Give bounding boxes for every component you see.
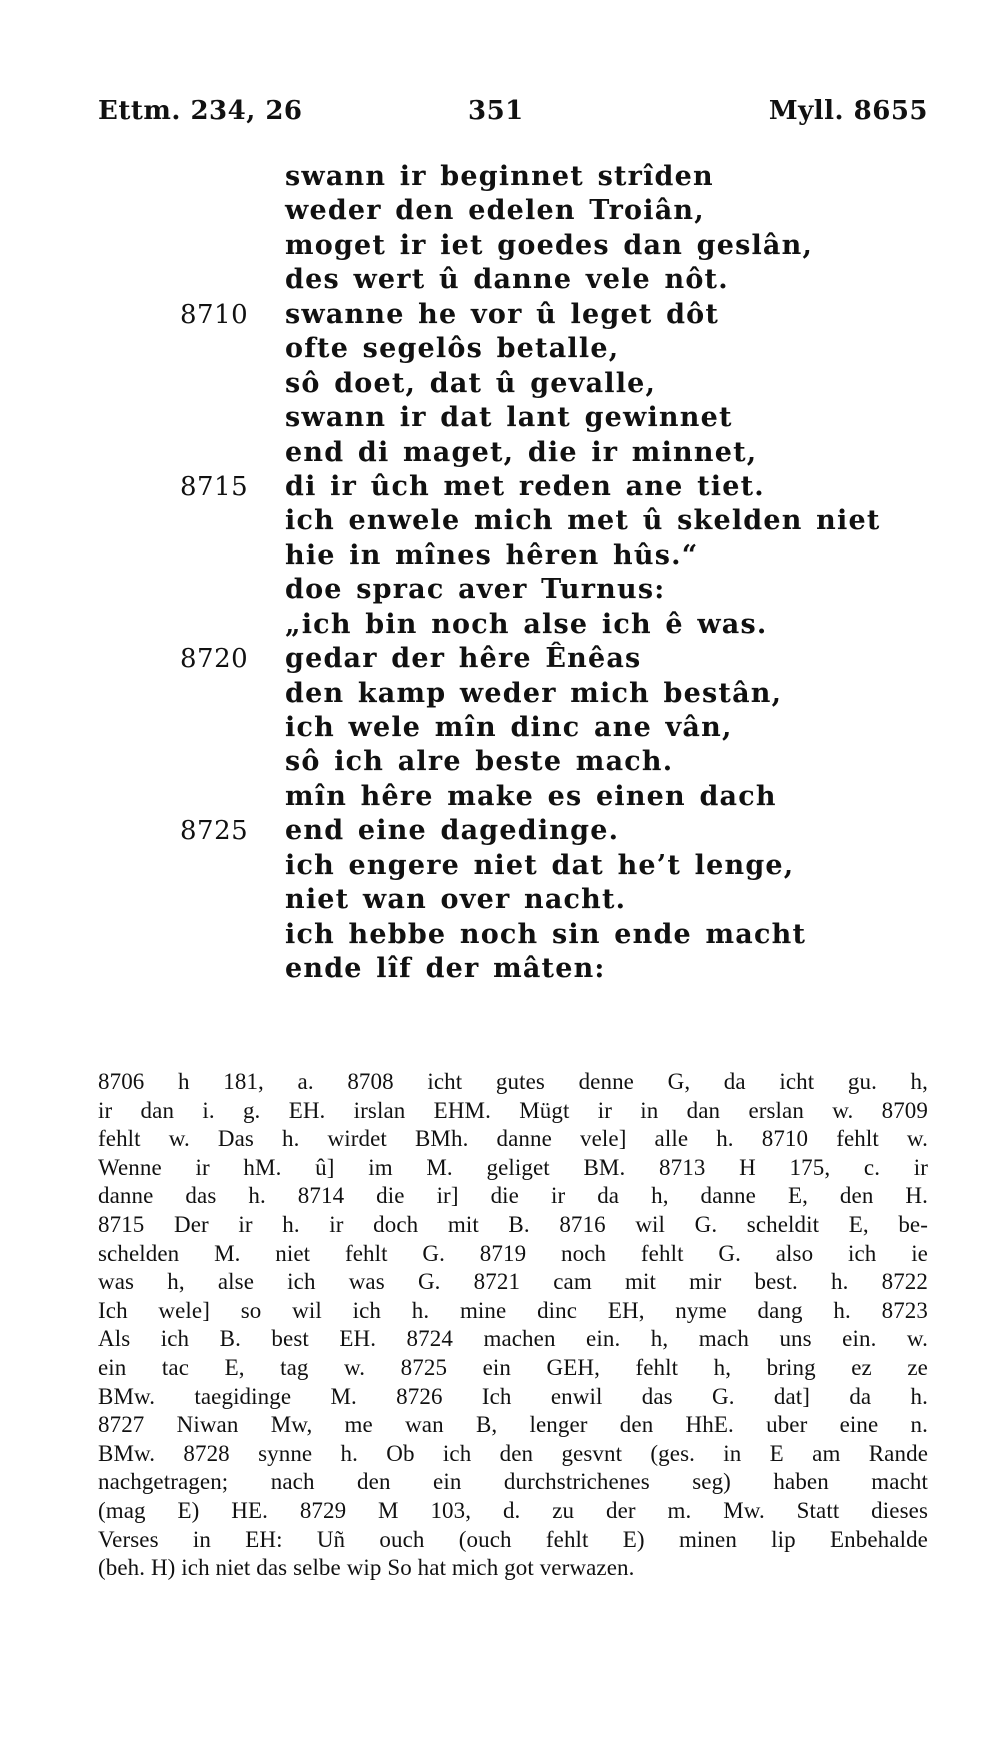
verse-text: ich enwele mich met û skelden niet <box>285 505 881 537</box>
verse-text: swann ir dat lant gewinnet <box>285 402 733 434</box>
verse-line <box>0 401 1000 435</box>
verse-line <box>0 780 1000 814</box>
header-left-reference: Ettm. 234, 26 <box>98 96 303 126</box>
footnotes-apparatus <box>98 1068 928 1583</box>
verse-text: gedar der hêre Ênêas <box>285 643 642 675</box>
verse-text: weder den edelen Troiân, <box>285 195 705 227</box>
verse-line <box>0 711 1000 745</box>
verse-text: doe sprac aver Turnus: <box>285 574 666 606</box>
footnote-line: schelden M. niet fehlt G. 8719 noch fehlt G. also ich ie <box>98 1240 928 1266</box>
verse-text: sô doet, dat û gevalle, <box>285 367 657 399</box>
footnote-line: 8706 h 181, a. 8708 icht gutes denne G, da icht gu. h, <box>98 1069 928 1094</box>
verse-text: ich engere niet dat he’t lenge, <box>285 849 795 881</box>
verse-text: hie in mînes hêren hûs.“ <box>285 539 699 571</box>
footnote-line: nachgetragen; nach den ein durchstrichenes seg) haben macht <box>98 1469 928 1495</box>
verse-line <box>0 160 1000 194</box>
verse-number: 8725 <box>180 816 249 847</box>
verse-line <box>0 298 1000 332</box>
verse-text: ich hebbe noch sin ende macht <box>285 918 807 950</box>
verse-line <box>0 436 1000 470</box>
verse-line <box>0 952 1000 986</box>
verse-number: 8710 <box>180 299 249 330</box>
verse-text: moget ir iet goedes dan geslân, <box>285 229 814 261</box>
verse-text: ofte segelôs betalle, <box>285 333 620 365</box>
footnote-line: Ich wele] so wil ich h. mine dinc EH, nyme dang h. 8723 <box>98 1297 928 1323</box>
verse-line <box>0 918 1000 952</box>
verse-text: di ir ûch met reden ane tiet. <box>285 470 765 502</box>
verse-text: swanne he vor û leget dôt <box>285 298 720 330</box>
verse-line <box>0 883 1000 917</box>
verse-text: end di maget, die ir minnet, <box>285 436 758 468</box>
page-number: 351 <box>468 96 524 126</box>
verse-number: 8720 <box>180 644 249 675</box>
verse-number: 8715 <box>180 471 249 502</box>
header-right-reference: Myll. 8655 <box>768 96 928 126</box>
verse-line <box>0 263 1000 297</box>
footnote-line: danne das h. 8714 die ir] die ir da h, danne E, den H. <box>98 1183 928 1209</box>
footnote-line: (beh. H) ich niet das selbe wip So hat mich got verwazen. <box>98 1555 635 1581</box>
verse-line <box>0 332 1000 366</box>
footnote-line: BMw. 8728 synne h. Ob ich den gesvnt (ges. in E am Rande <box>98 1440 928 1466</box>
verse-text: den kamp weder mich bestân, <box>285 677 783 709</box>
footnote-line: Wenne ir hM. û] im M. geliget BM. 8713 H 175, c. ir <box>98 1154 928 1180</box>
footnote-line: 8715 Der ir h. ir doch mit B. 8716 wil G. scheldit E, be- <box>98 1211 928 1237</box>
verse-text: swann ir beginnet strîden <box>285 161 714 192</box>
footnote-line: Als ich B. best EH. 8724 machen ein. h, mach uns ein. w. <box>98 1326 928 1352</box>
verse-line <box>0 814 1000 848</box>
verse-line <box>0 470 1000 504</box>
verse-text: sô ich alre beste mach. <box>285 746 674 778</box>
footnote-line: fehlt w. Das h. wirdet BMh. danne vele] alle h. 8710 fehlt w. <box>98 1126 928 1152</box>
verse-line <box>0 745 1000 779</box>
footnote-line: BMw. taegidinge M. 8726 Ich enwil das G. dat] da h. <box>98 1383 928 1409</box>
verse-line <box>0 367 1000 401</box>
verse-text: ende lîf der mâten: <box>285 953 606 985</box>
verse-text: end eine dagedinge. <box>285 815 620 847</box>
verse-line <box>0 229 1000 263</box>
page-header <box>98 96 928 136</box>
footnote-line: 8727 Niwan Mw, me wan B, lenger den HhE. uber eine n. <box>98 1412 928 1438</box>
verse-text: niet wan over nacht. <box>285 884 627 916</box>
verse-text: mîn hêre make es einen dach <box>285 780 777 812</box>
verse-line <box>0 608 1000 642</box>
verse-line <box>0 677 1000 711</box>
verse-line <box>0 849 1000 883</box>
verse-line <box>0 194 1000 228</box>
verse-block <box>0 160 1000 987</box>
footnote-line: was h, alse ich was G. 8721 cam mit mir best. h. 8722 <box>98 1269 928 1295</box>
footnote-line: (mag E) HE. 8729 M 103, d. zu der m. Mw. Statt dieses <box>98 1497 928 1523</box>
footnote-line: Verses in EH: Uñ ouch (ouch fehlt E) minen lip Enbehalde <box>98 1526 928 1552</box>
verse-text: des wert û danne vele nôt. <box>285 264 729 296</box>
footnote-line: ir dan i. g. EH. irslan EHM. Mügt ir in dan erslan w. 8709 <box>98 1097 928 1123</box>
verse-line <box>0 573 1000 607</box>
verse-text: „ich bin noch alse ich ê was. <box>285 608 768 640</box>
verse-line <box>0 642 1000 676</box>
footnote-line: ein tac E, tag w. 8725 ein GEH, fehlt h, bring ez ze <box>98 1354 928 1380</box>
verse-text: ich wele mîn dinc ane vân, <box>285 712 733 743</box>
verse-line <box>0 539 1000 573</box>
verse-line <box>0 504 1000 538</box>
